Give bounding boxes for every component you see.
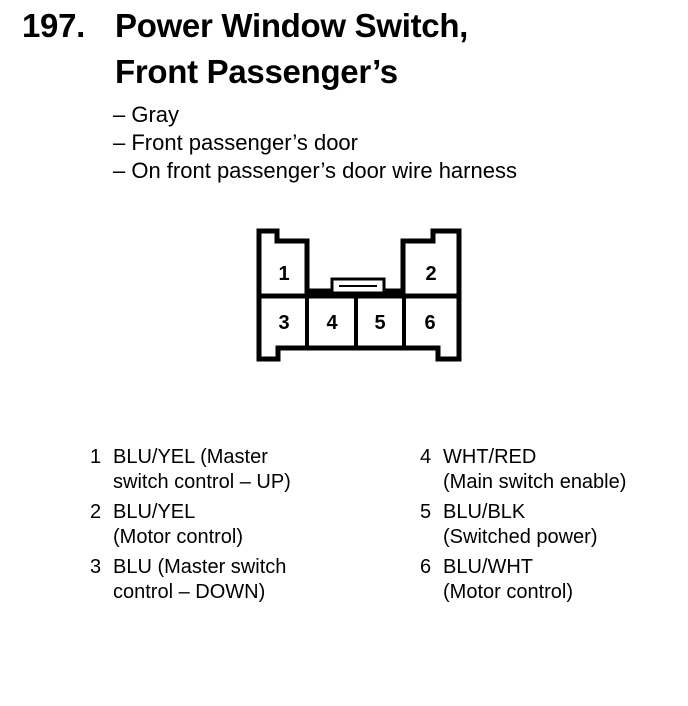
connector-face-diagram	[252, 226, 464, 364]
cavity-1-label: 1	[278, 263, 290, 285]
pin-wire-color: BLU/YEL	[113, 501, 196, 523]
cavity-4-label: 4	[326, 312, 338, 334]
title-line-2: Front Passenger’s	[115, 53, 398, 90]
pin-function: control – DOWN)	[113, 581, 266, 603]
pin-number: 5	[420, 501, 432, 523]
cavity-3-label: 3	[278, 312, 290, 334]
pin-wire-color: BLU (Master switch	[113, 556, 287, 578]
pin-legend-left	[90, 445, 291, 610]
pin-entry-5	[420, 500, 626, 550]
pin-wire-color: WHT/RED	[443, 446, 537, 468]
pin-wire-color: BLU/YEL (Master	[113, 446, 268, 468]
pin-wire-color: BLU/WHT	[443, 556, 533, 578]
connector-color: – Gray	[113, 102, 180, 127]
connector-harness: – On front passenger’s door wire harness	[113, 158, 517, 183]
pin-entry-6	[420, 555, 626, 605]
pin-number: 4	[420, 446, 432, 468]
cavity-5-label: 5	[374, 312, 386, 334]
pin-entry-4	[420, 445, 626, 495]
pin-number: 1	[90, 446, 102, 468]
pin-function: (Switched power)	[443, 526, 598, 548]
connector-details	[113, 101, 517, 185]
pin-number: 6	[420, 556, 432, 578]
cavity-2-label: 2	[425, 263, 437, 285]
pin-function: (Main switch enable)	[443, 471, 627, 493]
section-number: 197.	[22, 7, 86, 44]
pin-function: switch control – UP)	[113, 471, 291, 493]
pin-legend-right	[420, 445, 626, 610]
pin-entry-1	[90, 445, 291, 495]
pin-number: 2	[90, 501, 102, 523]
title-line-1: Power Window Switch,	[115, 7, 469, 44]
pin-function: (Motor control)	[443, 581, 574, 603]
cavity-6-label: 6	[424, 312, 436, 334]
pin-wire-color: BLU/BLK	[443, 501, 526, 523]
pin-function: (Motor control)	[113, 526, 244, 548]
pin-number: 3	[90, 556, 102, 578]
connector-location: – Front passenger’s door	[113, 130, 358, 155]
pin-entry-2	[90, 500, 291, 550]
pin-entry-3	[90, 555, 291, 605]
